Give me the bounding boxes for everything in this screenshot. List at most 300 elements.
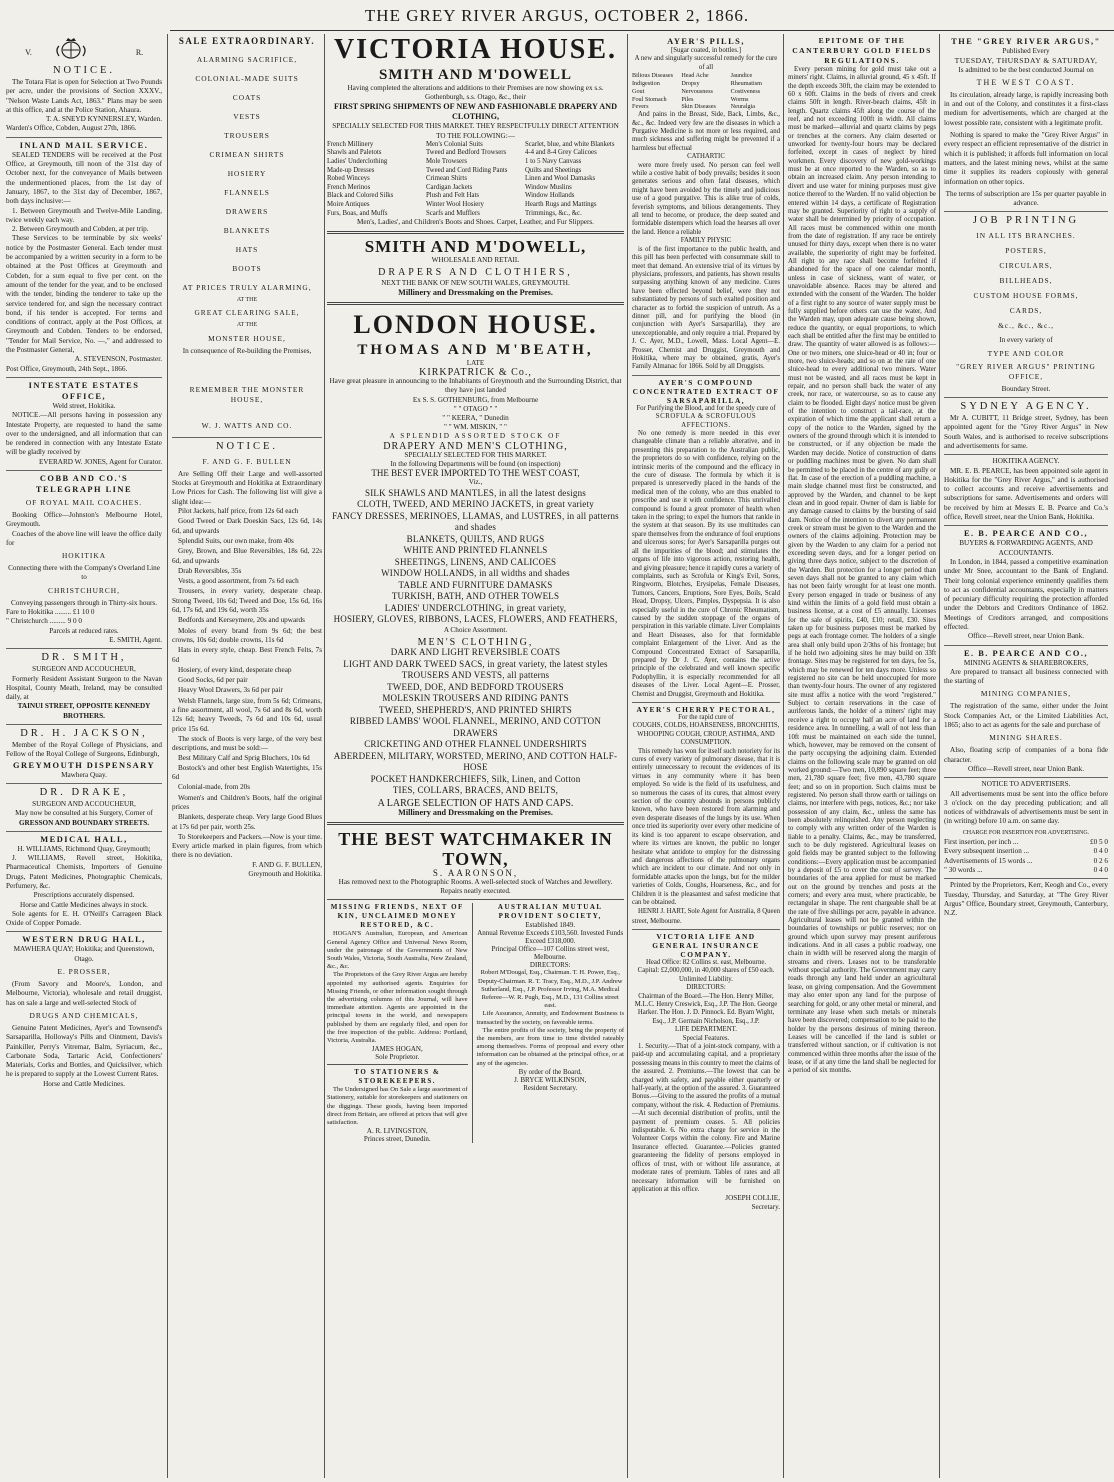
ayers-disease: Fevers bbox=[632, 103, 649, 111]
london-ex-4: " " WM. MISKIN, " " bbox=[444, 423, 507, 432]
london-dept-item: HOSIERY, GLOVES, RIBBONS, LACES, FLOWERS, AND FEATHERS, bbox=[333, 614, 618, 625]
bullen-price-item: Good Tweed or Dark Doeskin Sacs, 12s 6d, 14s 6d, and upwards bbox=[172, 517, 322, 535]
victoria-drapers: DRAPERS AND CLOTHIERS, bbox=[378, 266, 573, 278]
column-rule-4 bbox=[783, 34, 784, 1478]
epitome-body: Every person mining for gold must take out a miners' right. Claims, in alluvial ground, 45 x 45ft. If the depth exceeds 30ft, the claim may be extended to 60 x 60ft. Claims in the beds of rivers and creek claims 50ft in length. River-beach claims, 45ft in length. Quartz claims 45ft along the course of the reef, and not exceeding 100ft in width. All claims must be marked—alluvial and quartz claims by pegs or trenches at the corners. Any claim deserted or unworked for twenty-four hours may be declared forfeited, except in cases of neglect by hired workmen. Every discovery of new gold-workings must be at once reported to the Warden, so as to obtain an increased claim. Any person intending to divert and use water for mining purposes must give notice thereof to the Warden. If no valid objection be entered within 14 days, a certificate of Registration may be granted. Superiority of right to a supply of water shall be determined by priority of occupation. All races must be commenced within one month from the date of registration. If any race be entirely unused for thirty days, except when there is no water available, the superiority of right may be forfeited. All right to any race shall become forfeited if abandoned for the space of one calendar month, unless in case of sickness, want of water, or unavoidable absence. Races may be altered and extended with the consent of the Warden. The holder of a first right to any source of water supply must be fully supplied before others can use the water, And the Warden may, upon adequate cause being shown, reduce the quantity, or equal proportions, to which each shall be entitled after the first may be entitled to draw. The quantity of water allowed is as follows:—One or two miners, one sluice-head or 40 in; four or more, two sluice-heads; and so on at the rate of one sluice-head to every additional two miners. Water must not be wasted, and all races must be kept in repair, and no person shall back the water of any creek, nor race, or watercourse, so as to cause any claim to be flooded. Eight days' notice must be given of the intention to construct a tail-race, at the expiration of which time the applicant shall return a copy of the notice to the Warden, signed by the owners of the ground through which it is intended to be constructed, or if any objection be made the Warden may decide. Notice of construction of dams or puddling machines must be given. No dam shall be permitted to be placed in the centre of any gully or flat. In case of the erection of a puddling machine, a main sludge channel must first be constructed, and approved by the Warden, and channel to be kept clean and in good repair. Owner of dam is liable for any damage caused to claims by the bursting of said dam. Notice of the intention to divert any permanent creek or stream must be given to the Warden and the owners of the claims adjoining. Protection may be given by the Warden to any claim for a period not exceeding seven days, and for a longer period on giving three days notice, subject to the discretion of the Warden. But protection for a longer period than seven days shall not be granted to any claim which has not been fairly wrought for at least one month. Every person engaged in trade or business of any kind within the limits of a gold field must obtain a business license, at a cost of £5 annually. Licenses for the sale of spirits, £40, £10; retail, £30. Sites taken up for business purposes must be marked by pegs at each frontage corner. The holders of a single area shall only build upon 2/3ths of his frontage; but if he hold two adjoining sites he may build on 33ft frontage. Sites may be registered for ten days, fee 5s, which may be renewed for ten days more. Unless so registered no site can be held unoccupied for more than twenty-four hours. The owner of any registered site must affix a notice with the word "registered." Subject to certain reservations in the case of auriferous lands, the holder of a miners' right may receive a right to occupy half an acre of land for a residence area. In tunnelling, a wall of not less than 10ft must be maintained on each side the tunnel, which, however, may be removed on the consent of the party occupying the adjoining claim. Extended claims on the following scale may be granted on old worked ground:—Two men, 10,890 square feet; three men, 21,780 square feet; five men, 43,780 square feet; and so on in proportion. Such claims must be registered. No person shall throw earth or tailings on claims, nor interfere with pegs, notices, &c.; nor take possession of any claim, &c., unless the same has been absolutely relinquished. Any person neglecting to comply with any written order of the Warden is liable to a penalty. Claims, &c., may be transferred, such to be duly registered. Agricultural leases on gold fields may be granted subject to the following conditions:—Every application must be accompanied by a deposit of £5 to cover the cost of survey. The boundaries of the area applied for must be marked out on the ground by trenches and posts at the corners; and every area must, where practicable, be rectangular in shape. The rent chargeable shall be at the rate of five shillings per acre, payable in advance. Agricultural leases will not be granted within the boundaries of townships or public reserves; nor on ground which upon survey may present auriferous indications. And in all cases a public roadway, one chain in width will be reserved along the margin of streams and rivers. Leases not to be transferable without special authority. The Government may carry roads through any land held under an agricultural lease, on giving compensation. And the Government may also enter upon any land for the purpose of searching for gold, or any other metal or mineral, and terminate any lease when such metals or minerals have been discovered; compensation to be paid to the holder by the persons desirous of mining thereon. Leases will be cancelled if the land is sublet or transferred without sanction, or if cultivation is not commenced within three months after the issue of the lease, or if at any time the land shall be neglected for a period of six months. bbox=[788, 66, 936, 1075]
london-mens-item: TWEED, DOE, AND BEDFORD TROUSERS bbox=[387, 681, 564, 692]
victoria-goods-item: Moire Antiques bbox=[327, 200, 370, 208]
victoria-goods-item: Scarfs and Mufflers bbox=[426, 209, 480, 217]
london-viz: Viz., bbox=[468, 478, 483, 487]
london-dept-item: BLANKETS, QUILTS, AND RUGS bbox=[406, 533, 545, 544]
london-mens-item: TIES, COLLARS, BRACES, AND BELTS, bbox=[392, 785, 559, 796]
argus-title: THE "GREY RIVER ARGUS," bbox=[951, 37, 1101, 46]
london-dept-item: WINDOW HOLLANDS, in all widths and shades bbox=[381, 568, 570, 579]
rate-row bbox=[944, 857, 1108, 866]
pearce2-shares: MINING SHARES. bbox=[989, 733, 1063, 743]
bullen-price-item: Moles of every brand from 9s 6d; the best crowns, 10s 6d; double crowns, 11s 6d bbox=[172, 626, 322, 644]
watchmaker-heading: THE BEST WATCHMAKER IN TOWN, bbox=[338, 828, 613, 869]
medical-title: MEDICAL HALL, bbox=[40, 834, 128, 844]
jackson-sub: GREYMOUTH DISPENSARY bbox=[12, 760, 156, 770]
ayers-pills-intro: A new and singularly successful remedy for the cure of all bbox=[634, 55, 778, 71]
vic-directors-heading: DIRECTORS: bbox=[686, 984, 726, 992]
watchmaker-body: Has removed next to the Photographic Rooms. A well-selected stock of Watches and Jewellery. Repairs neatly executed. bbox=[338, 877, 613, 896]
vic-special: Special Features. bbox=[682, 1034, 730, 1042]
vic-title: VICTORIA LIFE AND GENERAL INSURANCE COMPANY. bbox=[652, 931, 760, 959]
sale-items-list bbox=[172, 74, 322, 274]
amp-principal: Principal Office—107 Collins street west, Melbourne. bbox=[491, 945, 609, 962]
missing-body-2: The Proprietors of the Grey River Argus are hereby appointed my authorised agents. Enquiries for Missing Friends, or other information sought through the advertising columns of this Journal, will have immediate attention. Agents are appointed in the principal towns in the world, and newspapers published by them are regularly filed, and open for the free inspection of the public. Address: Portland, Victoria, Australia. bbox=[327, 971, 468, 1044]
vic-office: Head Office: 82 Collins st. east, Melbourne. bbox=[645, 958, 767, 966]
victoria-goods-item: Window Hollands bbox=[525, 192, 575, 200]
crest-row bbox=[6, 36, 162, 64]
stationers-address: Princes street, Dunedin. bbox=[363, 1135, 431, 1144]
cobb-fare-1: Fare to Hokitika ......... £1 10 0 bbox=[6, 608, 95, 617]
pearce-sub: BUYERS & FORWARDING AGENTS, AND ACCOUNTANTS. bbox=[959, 539, 1093, 557]
sale-item: HOSIERY bbox=[227, 169, 267, 178]
victoria-goods-item: Men's Colonial Suits bbox=[426, 140, 483, 148]
bullen-price-item: Pilot Jackets, half price, from 12s 6d each bbox=[178, 507, 299, 516]
sarsaparilla-ad bbox=[632, 376, 780, 703]
london-drapery: DRAPERY AND MEN'S CLOTHING, bbox=[383, 440, 568, 452]
western-body-2: Genuine Patent Medicines, Ayer's and Townsend's Sarsaparilla, Holloway's Pills and Ointment, Davis's Painkiller, Perry's Vitremar, Balm, Syriacum, &c., Carbonate Soda, Tartaric Acid, Confectioners' Materials, Corks and Bottles, and Quicksilver, which he is prepared to supply at the Lowest Current Rates. bbox=[6, 1023, 162, 1079]
bullen-notice-title: NOTICE. bbox=[215, 440, 279, 452]
amp-signature: J. BRYCE WILKINSON, bbox=[514, 1075, 587, 1084]
job-items-list bbox=[944, 246, 1108, 331]
ayers-disease: Neuralgia bbox=[730, 103, 756, 111]
victoria-goods-item: 1 to 5 Navy Canvass bbox=[525, 158, 582, 165]
london-mens-item: CRICKETING AND OTHER FLANNEL UNDERSHIRTS bbox=[364, 739, 587, 750]
victoria-intro: Having completed the alterations and additions to their Premises are now showing ex s.s. Gothenburgh, s.s. Otago, &c., their bbox=[347, 84, 604, 102]
ayers-disease: Jaundice bbox=[730, 72, 753, 80]
amp-society-col bbox=[473, 903, 624, 1143]
medical-line-5: Sole agents for E. H. O'Neill's Carrageen Black Oxide of Copper Pomade. bbox=[6, 909, 162, 928]
western-stock: DRUGS AND CHEMICALS, bbox=[29, 1010, 139, 1020]
bullen-notice-ad bbox=[172, 438, 322, 882]
cobb-town-2: CHRISTCHURCH, bbox=[48, 585, 120, 595]
rate-row bbox=[944, 866, 1108, 875]
cobb-parcels: Parcels at reduced rates. bbox=[49, 626, 119, 635]
ayers-disease: Nervousness bbox=[681, 87, 713, 95]
london-mens-item: DARK AND LIGHT REVERSIBLE COATS bbox=[390, 647, 561, 658]
bullen-price-item: Bedfords and Kerseymere, 20s and upwards bbox=[178, 616, 305, 625]
victoria-goods-item: Furs, Boas, and Muffs bbox=[327, 209, 388, 217]
jackson-title: DR. H. JACKSON, bbox=[20, 728, 148, 740]
ayers-pills-ad bbox=[632, 34, 780, 376]
cherry-pectoral-ad bbox=[632, 703, 780, 930]
ayers-family-physic: FAMILY PHYSIC bbox=[680, 237, 732, 245]
column-rule-1 bbox=[167, 34, 168, 1478]
sale-item: FLANNELS bbox=[224, 188, 270, 197]
victoria-goods-item: Linen and Wool Damasks bbox=[525, 175, 596, 183]
sale-consequence: In consequence of Re-building the Premises, bbox=[182, 346, 312, 355]
london-mens-item: ABERDEEN, MILITARY, WORSTED, MERINO, AND COTTON HALF-HOSE bbox=[333, 750, 618, 773]
column-2 bbox=[172, 34, 322, 1478]
victoria-goods-item: Scarlet, blue, and white Blankets bbox=[525, 140, 615, 148]
job-boundary: Boundary Street. bbox=[1001, 384, 1051, 393]
sale-at: AT THE bbox=[236, 297, 258, 303]
masthead-rule bbox=[170, 30, 1114, 31]
sale-house: MONSTER HOUSE, bbox=[208, 333, 286, 343]
western-drug-ad bbox=[6, 932, 162, 1092]
cobb-sub: OF ROYAL MAIL COACHES. bbox=[25, 497, 143, 507]
amp-life: Life Assurance, Annuity, and Endowment Business is transacted by the society, on favorable terms. bbox=[476, 1010, 624, 1026]
hokitika-body: MR. E. B. PEARCE, has been appointed sole agent in Hokitika for the "Grey River Argus," and is authorised to collect accounts and receive advertisements and subscriptions for same. Advertisements and orders will be received by him at Messrs E. B. Pearce and Co.'s office, Revell street, near the Union Bank, Hokitika. bbox=[944, 466, 1108, 522]
job-printing-ad bbox=[944, 212, 1108, 398]
victoria-house-heading: VICTORIA HOUSE. bbox=[333, 34, 618, 65]
london-mens-item: MOLESKIN TROUSERS AND RIDING PANTS bbox=[382, 693, 569, 704]
missing-role: Sole Proprietor. bbox=[375, 1053, 420, 1062]
column-rule-3 bbox=[627, 34, 628, 1478]
victoria-goods-item: Shawls and Paletots bbox=[327, 149, 382, 157]
ayers-pills-sub: [Sugar coated, in bottles.] bbox=[670, 47, 742, 54]
bullen-intro: Are Selling Off their Large and well-assorted Stocks at Greymouth and Hokitika at Extraordinary Low Prices for Cash. The following list will give a slight idea:— bbox=[172, 469, 322, 506]
vic-features: 1. Security.—That of a joint-stock company, with a paid-up and accumulating capital, and a proprietary possessing means in this country to meet the claims of the assured. 2. Premiums.—The lowest that can be charged with safety, and payable either quarterly or half-yearly, at the option of the assured. 3. Guaranteed Bonus.—Giving to the assured the profits of a mutual company, without the risk. 4. Reduction of Premiums.—At such decennial distribution of profits, until the payment of premium ceases. 5. All policies indisputable. 6. No extra charge for service in the Volunteer Corps within the colony. Fire and Marine Insurance effected. Guarantee.—Policies granted guaranteeing the fidelity of persons employed in offices of trust, with or without life assurance, at moderate rates of premium. Tables of rates and all necessary information will be furnished on application at this office. bbox=[632, 1043, 780, 1193]
column-4 bbox=[632, 34, 780, 1478]
western-body: (From Savory and Moore's, London, and Melbourne, Victoria), wholesale and retail druggist, has on sale a large and well-selected Stock of bbox=[6, 980, 162, 1007]
medical-hall-ad bbox=[6, 832, 162, 933]
london-house-heading: LONDON HOUSE. bbox=[353, 309, 598, 339]
ayers-cathartic: CATHARTIC bbox=[687, 153, 725, 161]
argus-terms: The terms of subscription are 15s per quarter payable in advance. bbox=[945, 189, 1107, 208]
cobb-leave: Coaches of the above line will leave the office daily for bbox=[6, 529, 162, 547]
center-column bbox=[327, 34, 624, 1478]
victoria-boots: Men's, Ladies', and Children's Boots and Shoes. Carpet, Leather, and Fur Slippers. bbox=[357, 218, 594, 227]
sars-scrofula: SCROFULA & SCROFULOUS AFFECTIONS. bbox=[655, 413, 757, 429]
sydney-body: Mr A. CUBITT, 11 Bridge street, Sydney, has been appointed agent for the "Grey River Argus" in New South Wales, and is authorised to receive subscriptions and advertisements for same. bbox=[944, 414, 1108, 450]
missing-signature: JAMES HOGAN, bbox=[371, 1045, 423, 1054]
hokitika-agency-ad bbox=[944, 455, 1108, 526]
cherry-sub: For the rapid cure of bbox=[678, 714, 734, 722]
bullen-price-item: Trousers, in every variety, desperate cheap. Strong Tweed, 10s 6d; Tweed and Doe, 15s 6d, 16s 6d, 17s 6d, and 19s 6d, worth 35s bbox=[172, 587, 322, 615]
crest-letter-v: V. bbox=[25, 48, 32, 57]
intestate-body: NOTICE.—All persons having in possession any Intestate Property, are requested to hand the same over to the undersigned, and all information that can be rendered in connection with any Intestate Estate will be gladly received by bbox=[6, 411, 162, 457]
notice-body: The Totara Flat is open for Selection at Two Pounds per acre, under the provisions of Section XXXV., "Nelson Waste Lands Act, 1863." Plans may be seen at this office, and at the Police Station, Ahaura. bbox=[6, 78, 162, 114]
mail-item-2: 2. Between Greymouth and Cobden, at per trip. bbox=[12, 225, 149, 234]
western-name: E. PROSSER, bbox=[57, 967, 111, 977]
jackson-address: Mawhera Quay. bbox=[61, 770, 107, 779]
stationers-title: TO STATIONERS & STOREKEEPERS. bbox=[354, 1068, 441, 1086]
victoria-millinery: Millinery and Dressmaking on the Premises. bbox=[398, 287, 553, 297]
ayers-body-2: were more freely used. No person can feel well while a costive habit of body prevails; besides it soon generates serious and often fatal diseases, which might have been avoided by the timely and judicious use of a good purgative. This is alike true of colds, feverish symptoms, and bilious derangements. They all tend to become, or produce, the deep seated and formidable distempers which load the hearses all over the land. Hence a reliable bbox=[632, 161, 780, 236]
advertisers-title: NOTICE TO ADVERTISERS. bbox=[981, 780, 1071, 789]
ayers-disease: Rheumatism bbox=[730, 80, 762, 88]
london-specially: SPECIALLY SELECTED FOR THIS MARKET. bbox=[404, 450, 547, 459]
cobb-connect: Connecting there with the Company's Overland Line to bbox=[8, 564, 160, 582]
mail-signature: A. STEVENSON, Postmaster. bbox=[74, 355, 162, 364]
london-kirk: KIRKPATRICK & Co., bbox=[419, 366, 532, 378]
victoria-goods-item: Cardigan Jackets bbox=[426, 183, 473, 191]
vic-signature: JOSEPH COLLIE, bbox=[725, 1194, 780, 1203]
intestate-title: INTESTATE ESTATES OFFICE, bbox=[28, 380, 140, 401]
smith-body: Formerly Resident Assistant Surgeon to the Navan Hospital, County Meath, Ireland, may be consulted daily, at bbox=[6, 674, 162, 702]
bullen-price-item: Good Socks, 6d per pair bbox=[178, 676, 248, 685]
ayers-disease-grid bbox=[632, 72, 780, 111]
western-title: WESTERN DRUG HALL, bbox=[22, 935, 146, 945]
amp-title: AUSTRALIAN MUTUAL PROVIDENT SOCIETY, bbox=[497, 903, 603, 921]
amp-directors: Robert M'Dougal, Esq., Chairman. T. H. Power, Esq., Deputy-Chairman. R. T. Tracy, Esq., M.D., J.P. Andrew Sutherland, Esq., J.P. Professor Irving, M.A. Medical Referee—W. R. Pugh, Esq., M.D., 131 Collins street east. bbox=[478, 969, 623, 1010]
rate-value: £0 5 0 bbox=[1090, 838, 1108, 847]
medical-line-3: Prescriptions accurately dispensed. bbox=[33, 891, 135, 900]
london-dept-item: FANCY DRESSES, MERINOES, LLAMAS, and LUSTRES, in all patterns and shades bbox=[332, 510, 619, 533]
job-item: &c., &c., &c., bbox=[998, 321, 1054, 331]
vic-role: Secretary. bbox=[751, 1202, 780, 1211]
cherry-signature: HENRI J. HART, Sole Agent for Australia, 8 Queen street, Melbourne. bbox=[632, 908, 780, 925]
printed-by-imprint bbox=[944, 879, 1108, 921]
victoria-goods-item: 4-4 and 8-4 Grey Calicoes bbox=[525, 149, 597, 157]
cherry-body: This remedy has won for itself such notoriety for its cures of every variety of pulmonary disease, that it is entirely unnecessary to recount the evidences of its virtues in any community where it has been employed. So wide is the field of its usefulness, and so numerous the cases of its cures, that almost every section of the country abounds in persons publicly known, who have been restored from alarming and even desperate diseases of the lungs by its use. When once tried its superiority over every other medicine of its kind is too apparent to escape observation, and where its virtues are known, the public no longer hesitate what antidote to employ for the distressing and dangerous affections of the pulmonary organs which are incident to our climate. And not only in formidable attacks upon the lungs, but for the milder varieties of Colds, Coughs, Hoarseness, &c., and for Children it is the pleasantest and safest medicine that can be obtained. bbox=[632, 747, 780, 906]
cobb-conveying: Conveying passengers through in Thirty-six hours. bbox=[11, 598, 157, 607]
pearce-accountants-ad bbox=[944, 526, 1108, 645]
bullen-name: F. AND G. F. BULLEN bbox=[202, 456, 292, 466]
sale-item: DRAWERS bbox=[225, 207, 269, 216]
mail-item-1: 1. Between Greymouth and Twelve-Mile Landing, twice weekly each way. bbox=[6, 206, 162, 224]
bullen-address: Greymouth and Hokitika. bbox=[248, 870, 322, 879]
intestate-sub: Weld street, Hokitika. bbox=[52, 401, 116, 410]
mail-body: SEALED TENDERS will be received at the Post Office, at Greymouth, till noon of the 31st day of October next, for the conveyance of Mails between the undermentioned places, from the 1st day of January, 1867, to the 31st day of December, 1867, both days inclusive:— bbox=[6, 150, 162, 206]
sale-item: TROUSERS bbox=[224, 131, 270, 140]
drake-body: May now be consulted at his Surgery, Corner of bbox=[15, 809, 153, 818]
victoria-goods-item: Tweed and Bedford Trowsers bbox=[426, 149, 507, 157]
advertisers-charge: CHARGE FOR INSERTION FOR ADVERTISING. bbox=[962, 829, 1090, 836]
medical-line-2: J. WILLIAMS, Revell street, Hokitika, Pharmaceutical Chemists, Importers of Genuine Drugs, Patent Medicines, Photographic Chemicals, Perfumery, &c. bbox=[6, 854, 162, 890]
london-hats: A LARGE SELECTION OF HATS AND CAPS. bbox=[377, 797, 574, 809]
intestate-signature: EVERARD W. JONES, Agent for Curator. bbox=[39, 457, 162, 466]
argus-published: Published Every bbox=[1002, 47, 1050, 55]
western-end: Horse and Cattle Medicines. bbox=[43, 1079, 125, 1088]
ayers-disease: Piles bbox=[681, 95, 694, 103]
sale-prices: AT PRICES TRULY ALARMING, bbox=[182, 283, 312, 292]
vic-capital: Capital: £2,000,000, in 40,000 shares of £50 each. bbox=[637, 967, 775, 975]
london-late: LATE bbox=[466, 358, 485, 367]
medical-line-4: Horse and Cattle Medicines always in stock. bbox=[20, 900, 148, 909]
pearce2-companies: MINING COMPANIES, bbox=[980, 689, 1072, 699]
sars-title: AYER'S COMPOUND CONCENTRATED EXTRACT OF SARSAPARILLA, bbox=[632, 377, 780, 405]
ayers-disease: Head Ache bbox=[681, 72, 709, 80]
stationers-body: The Undersigned has On Sale a large assortment of Stationery, suitable for storekeepers and stationers on the diggings. These goods, having been imported direct from Britain, are offered at prices that will give satisfaction. bbox=[327, 1086, 468, 1126]
stationers-signature: A. R. LIVINGSTON, bbox=[366, 1127, 428, 1136]
sale-title: SALE EXTRAORDINARY. bbox=[178, 36, 316, 46]
rate-value: 0 2 6 bbox=[1093, 856, 1108, 865]
sale-item: BOOTS bbox=[232, 264, 262, 273]
sale-extraordinary-ad bbox=[172, 34, 322, 438]
sale-item: BLANKETS bbox=[223, 226, 271, 235]
royal-crest-icon bbox=[51, 36, 117, 64]
london-ex-3: " " KEERA, " Dunedin bbox=[442, 413, 509, 422]
sydney-title: SYDNEY AGENCY. bbox=[960, 401, 1092, 413]
pearce-title: E. B. PEARCE AND CO., bbox=[963, 529, 1089, 539]
london-dept-item: LADIES' UNDERCLOTHING, in great variety, bbox=[384, 602, 567, 613]
sale-at-2: AT THE bbox=[236, 322, 258, 329]
printed-by: Printed by the Proprietors, Kerr, Keogh and Co., every Tuesday, Thursday, and Saturday, at "The Grey River Argus" Office, Boundary street, Greymouth, Canterbury, N.Z. bbox=[944, 881, 1108, 918]
job-title: JOB PRINTING bbox=[972, 215, 1080, 227]
pearce-body: In London, in 1844, passed a competitive examination under Mr Snee, accountant to the Bank of England. Their long colonial experience eminently qualifies them to act as confidential accountants, especially in matters of pecuniary difficulty requiring the protection afforded under the Debtors and Creditors Ordinance of 1862. Meetings of Creditors arranged, and compositions effected. bbox=[944, 557, 1108, 631]
sale-item: COLONIAL-MADE SUITS bbox=[195, 74, 299, 83]
divider bbox=[327, 1064, 468, 1065]
notice-address: Warden's Office, Cobden, August 27th, 1866. bbox=[6, 124, 137, 133]
bullen-boots-item: Colonial-made, from 20s bbox=[178, 783, 251, 792]
smith-address: TAINUI STREET, OPPOSITE KENNEDY BROTHERS. bbox=[17, 702, 151, 720]
job-branches: IN ALL ITS BRANCHES. bbox=[976, 231, 1076, 241]
victoria-goods-item: Trimmings, &c., &c. bbox=[525, 209, 582, 217]
rates-table bbox=[944, 838, 1108, 875]
bullen-boots-item: Blankets, desperate cheap. Very large Good Blues at 17s 6d per pair, worth 25s. bbox=[172, 813, 322, 831]
cobb-fare-2: " Christchurch ......... 9 0 0 bbox=[6, 617, 82, 626]
argus-publisher-ad bbox=[944, 34, 1108, 212]
amp-directors-heading: DIRECTORS: bbox=[529, 961, 571, 970]
london-mens-item: TWEED, SHEPHERD'S, AND PRINTED SHIRTS bbox=[379, 704, 572, 715]
crest-letter-r: R. bbox=[135, 48, 144, 57]
job-item: POSTERS, bbox=[1005, 246, 1047, 256]
victoria-goods-item: Ladies' Underclothing bbox=[327, 158, 388, 165]
victoria-goods-item: Tweed and Cord Riding Pants bbox=[426, 166, 508, 174]
western-sub: MAWHERA QUAY; Hokitika; and Queenstown, Otago. bbox=[13, 945, 155, 963]
cobb-town-1: HOKITIKA bbox=[61, 551, 107, 561]
victoria-goods-item: Crimean Shirts bbox=[426, 175, 467, 183]
column-rule-5 bbox=[939, 34, 940, 1478]
bullen-price-item: Vests, a good assortment, from 7s 6d each bbox=[178, 577, 299, 586]
bullen-price-item: Welsh Flannels, large size, from 5s 6d; Crimeans, a fine assortment, all wool, 7s 6d and 8s 6d, worth 12s 6d; heavy Tweeds, 7s 6d and 10s 6d, usual price 15s 6d. bbox=[172, 696, 322, 733]
victoria-goods-item: French Millinery bbox=[327, 140, 374, 148]
job-item: CIRCULARS, bbox=[999, 261, 1053, 271]
notice-signature: T. A. SNEYD KYNNERSLEY, Warden. bbox=[45, 115, 162, 124]
amp-role: Resident Secretary. bbox=[523, 1083, 578, 1092]
rate-label: " 30 words ... bbox=[944, 865, 983, 874]
divider bbox=[327, 302, 624, 305]
rate-row bbox=[944, 847, 1108, 856]
pearce-mining-ad bbox=[944, 646, 1108, 779]
rate-value: 0 4 0 bbox=[1093, 865, 1108, 874]
cobb-booking: Booking Office—Johnston's Melbourne Hotel, Greymouth. bbox=[6, 510, 162, 529]
london-dept-item: TURKISH, BATH, AND OTHER TOWELS bbox=[391, 591, 560, 602]
bullen-boots-item: Best Military Calf and Sprig Bluchers, 10s 6d bbox=[178, 753, 310, 762]
hokitika-title: HOKITIKA AGENCY. bbox=[992, 457, 1060, 466]
cherry-title: AYER'S CHERRY PECTORAL, bbox=[636, 705, 776, 715]
ayers-body-3: is of the first importance to the public health, and this pill has been perfected with consummate skill to meet that demand. An extensive trial of its virtues by physicians, professors, and patients, has shown results surpassing anything known of any medicine. Cures have been effected beyond belief, were they not substantiated by persons of such exalted position and character as to forbid the suspicion of untruth. As a dinner pill, and for purifying the blood (in conjunction with Ayer's Sarsaparilla), they are unexceptionable, and only require a trial. Prepared by J. C. Ayer, M.D., Lowell, Mass. Local Agent—E. Prosser, Chemist and Druggist, Greymouth and Hokitika, where may be obtained, gratis, Ayer's Family Almanac for 1866. Sold by all Druggists. bbox=[632, 245, 780, 371]
london-dept-item: TABLE AND FURNITURE DAMASKS bbox=[398, 579, 553, 590]
cherry-list: COUGHS, COLDS, HOARSENESS, BRONCHITIS, WHOOPING COUGH, CROUP, ASTHMA, AND CONSUMPTION. bbox=[632, 722, 780, 747]
argus-circulation: Its circulation, already large, is rapidly increasing both in and out of the Colony, and constitutes it a first-class medium for advertisements, which are charged at the lowest possible rate, consistent with a legitimate profit. bbox=[944, 90, 1108, 127]
victoria-goods-item: Hearth Rugs and Mattings bbox=[525, 200, 597, 208]
epitome-title: EPITOME OF THE CANTERBURY GOLD FIELDS REGULATIONS. bbox=[792, 36, 932, 65]
london-departments bbox=[327, 488, 624, 626]
sale-great: GREAT CLEARING SALE, bbox=[194, 308, 300, 318]
rate-label: Every subsequent insertion ... bbox=[944, 847, 1030, 856]
job-item: CARDS, bbox=[1009, 306, 1043, 316]
sale-sub: ALARMING SACRIFICE, bbox=[196, 55, 298, 64]
mail-title: INLAND MAIL SERVICE. bbox=[19, 140, 149, 150]
divider bbox=[327, 899, 624, 900]
argus-admitted: Is admitted to be the best conducted Journal on bbox=[958, 65, 1094, 74]
column-5 bbox=[788, 34, 936, 1478]
intestate-ad bbox=[6, 378, 162, 471]
sale-firm: W. J. WATTS AND CO. bbox=[201, 420, 293, 430]
amp-life-2: The entire profits of the society, being the property of the members, are from time to time divided rateably among themselves. Forms of proposal and every other information can be obtained at the principal office, or at any of the agencies. bbox=[476, 1026, 624, 1067]
job-type: TYPE AND COLOR bbox=[987, 348, 1065, 358]
london-dept-item: SILK SHAWLS AND MANTLES, in all the latest designs bbox=[364, 487, 587, 498]
victoria-wholesale: WHOLESALE AND RETAIL bbox=[431, 256, 520, 265]
pearce2-body-2: The registration of the same, either under the Joint Stock Companies Act, or the Limited Liabilities Act, 1865; also to act as agents for the sale and purchase of bbox=[944, 702, 1108, 730]
pearce-office: Office—Revell street, near Union Bank. bbox=[967, 632, 1085, 641]
bullen-price-item: Hosiery, of every kind, desperate cheap bbox=[178, 665, 292, 674]
bottom-ads-row bbox=[327, 903, 624, 1143]
london-mens-list bbox=[327, 647, 624, 797]
cobb-title: COBB AND CO.'S TELEGRAPH LINE bbox=[35, 473, 133, 494]
column-1 bbox=[6, 34, 162, 1478]
victoria-goods-item: Window Muslins bbox=[525, 183, 572, 191]
sale-item: VESTS bbox=[233, 112, 261, 121]
missing-title: MISSING FRIENDS, NEXT OF KIN, UNCLAIMED MONEY RESTORED, &C. bbox=[330, 903, 464, 930]
masthead: THE GREY RIVER ARGUS, OCTOBER 2, 1866. bbox=[364, 6, 750, 25]
job-variety: In every variety of bbox=[999, 336, 1053, 345]
sars-body: No one remedy is more needed in this ever changeable climate than a reliable alterative, and in presenting this preparation to the Australian public, the proprietors do so with confidence, relying on the intrinsic merits of the compound and the efficacy in the cure of disease. The formula by which it is prepared is unreservedly placed in the hands of the medical men of the colony, who are thus enabled to prescribe and use it with confidence. This unrivalled compound is found a great promoter of health when taken in the spring; to expel the humors that rankle in the system at that season. By its use multitudes can spare themselves from the endurance of foul eruptions and ulcerous sores; for Ayer's Sarsaparilla purges out all the impurities of the blood; and stimulates the organs of life into vigorous action, restoring health, and giving pleasure; hence it rapidly cures a variety of complaints, such as Scrofula or King's Evil, Sores, Ringworm, Blotches, Erysipelas, Female Diseases, Tumors, Cancers, Eruptions, Sore Eyes, Boils, Scald Head, Dropsy, Ulcers, Pimples, Dyspepsia. It is also especially useful in the cure of Chronic Rheumatism, caused by the sudden stoppage of the organs of perspiration in this variable climate. Liver Complaints and Heart Diseases, also for that formidable complaint Enlargement of the Liver. And as the Compound Concentrated Extract of Sarsaparilla, prepared by Dr J. C. Ayer, contains the active principle of the celebrated and well known specific Podophyllin, it is especially recommended for all diseases of the Liver. Local Agent—E. Prosser, Chemist and Druggist, Greymouth and Hokitika. bbox=[632, 430, 780, 698]
ayers-disease: Skin Diseases bbox=[681, 103, 716, 111]
sale-item: HATS bbox=[235, 245, 259, 254]
victoria-goods-item: Quilts and Sheetings bbox=[525, 166, 582, 174]
dr-drake-ad bbox=[6, 784, 162, 832]
london-inthe: In the following Departments will be found (on inspection) bbox=[390, 460, 561, 468]
sars-sub: For Purifying the Blood, and for the speedy cure of bbox=[636, 404, 776, 412]
amp-established: Established 1849. bbox=[525, 921, 576, 930]
ayers-disease: Gout bbox=[632, 87, 645, 95]
bullen-price-item: Hats in every style, cheap. Best French Felts, 7s 6d bbox=[172, 646, 322, 664]
london-splendid: A SPLENDID ASSORTED STOCK OF bbox=[389, 432, 562, 441]
divider bbox=[327, 822, 624, 825]
london-millinery: Millinery and Dressmaking on the Premises. bbox=[398, 807, 553, 817]
pearce2-title: E. B. PEARCE AND CO., bbox=[963, 648, 1089, 658]
bullen-price-item: Heavy Wool Drawers, 3s 6d per pair bbox=[178, 686, 283, 695]
london-dept-item: CLOTH, TWEED, AND MERINO JACKETS, in great variety bbox=[357, 499, 594, 510]
amp-byorder: By order of the Board, bbox=[518, 1067, 582, 1076]
sale-item: CRIMEAN SHIRTS bbox=[209, 150, 285, 159]
drake-title: DR. DRAKE, bbox=[39, 786, 129, 798]
bullen-boots-item: Women's and Children's Boots, half the original prices bbox=[172, 793, 322, 811]
dr-smith-ad bbox=[6, 649, 162, 725]
vic-life-dept: LIFE DEPARTMENT. bbox=[675, 1026, 737, 1034]
london-ex-1: Ex S. S. GOTHENBURG, from Melbourne bbox=[412, 395, 539, 404]
watchmaker-name: S. AARONSON, bbox=[432, 867, 519, 878]
cobb-signature: E. SMITH, Agent. bbox=[109, 635, 162, 644]
victoria-next: NEXT THE BANK OF NEW SOUTH WALES, GREYMOUTH. bbox=[381, 278, 570, 287]
mail-conditions: These Services to be terminable by six weeks' notice by the Postmaster General. Each tender must be accompanied by a written security in a form to be obtained at the Post Offices at Greymouth and Cobden, for a sum equal to five per cent. on the amount of the tender for the year, and to be enclosed with the tender, binding the tenderer to take up the service tendered for, and sign the necessary contract bond, if his tender is accepted. For terms and conditions of contract, apply at the Post Offices, at Greymouth and Cobden. Tenders to be endorsed, "Tender for Mail Service, No. —," and addressed to the Postmaster General, bbox=[6, 234, 162, 355]
bullen-boots-item: Bostock's and other best English Watertights, 15s 6d bbox=[172, 763, 322, 782]
job-office: "GREY RIVER ARGUS" PRINTING OFFICE, bbox=[956, 361, 1096, 381]
advertisers-body: All advertisements must be sent into the office before 3 o'clock on the day preceding publication; and all notices of withdrawals of advertisements must be sent in (in writing) before 10 a.m. on same day. bbox=[944, 789, 1108, 826]
london-choice: A Choice Assortment. bbox=[443, 625, 508, 634]
london-mens-item: RIBBED LAMBS' WOOL FLANNEL, MERINO, AND COTTON DRAWERS bbox=[349, 716, 602, 738]
amp-revenue: Annual Revenue Exceeds £103,560. Invested Funds Exceed £318,000. bbox=[477, 929, 624, 946]
victoria-goods-item: Plush and Felt Hats bbox=[426, 192, 480, 200]
vic-unlimited: Unlimited Liability. bbox=[679, 975, 733, 983]
ayers-disease: Dropsy bbox=[681, 80, 700, 88]
divider bbox=[327, 231, 624, 234]
bullen-boots: The stock of Boots is very large, of the very best descriptions, and must be sold:— bbox=[172, 734, 322, 753]
victoria-firm: SMITH AND M'DOWELL bbox=[378, 67, 573, 83]
medical-line-1: H. WILLIAMS, Richmond Quay, Greymouth; bbox=[17, 844, 151, 853]
missing-body: HOGAN'S Australian, European, and American General Agency Office and Universal News Room, under the patronage of the Governments of New South Wales, Victoria, South Australia, New Zealand, &c., &c. bbox=[327, 930, 468, 971]
job-item: BILLHEADS, bbox=[999, 276, 1053, 286]
bullen-price-item: Splendid Suits, our own make, from 40s bbox=[178, 536, 294, 545]
dr-jackson-ad bbox=[6, 725, 162, 784]
argus-spared: Nothing is spared to make the "Grey River Argus" in every respect an efficient representative of the district in which it is published; it affords full information on local matters, and the latest mining news, whilst at the same time it supplies its readers copiously with general information on other topics. bbox=[944, 131, 1108, 186]
victoria-goods-item: Mole Trowsers bbox=[426, 158, 467, 165]
london-mens-item: TROUSERS AND VESTS, all patterns bbox=[401, 670, 550, 681]
ayers-disease: Indigestion bbox=[632, 80, 660, 88]
argus-days: TUESDAY, THURSDAY & SATURDAY, bbox=[954, 56, 1098, 66]
smith-title: DR. SMITH, bbox=[41, 652, 127, 664]
sale-item: COATS bbox=[232, 93, 262, 102]
ayers-disease: Foul Stomach bbox=[632, 95, 667, 103]
advertisers-notice-ad bbox=[944, 778, 1108, 879]
